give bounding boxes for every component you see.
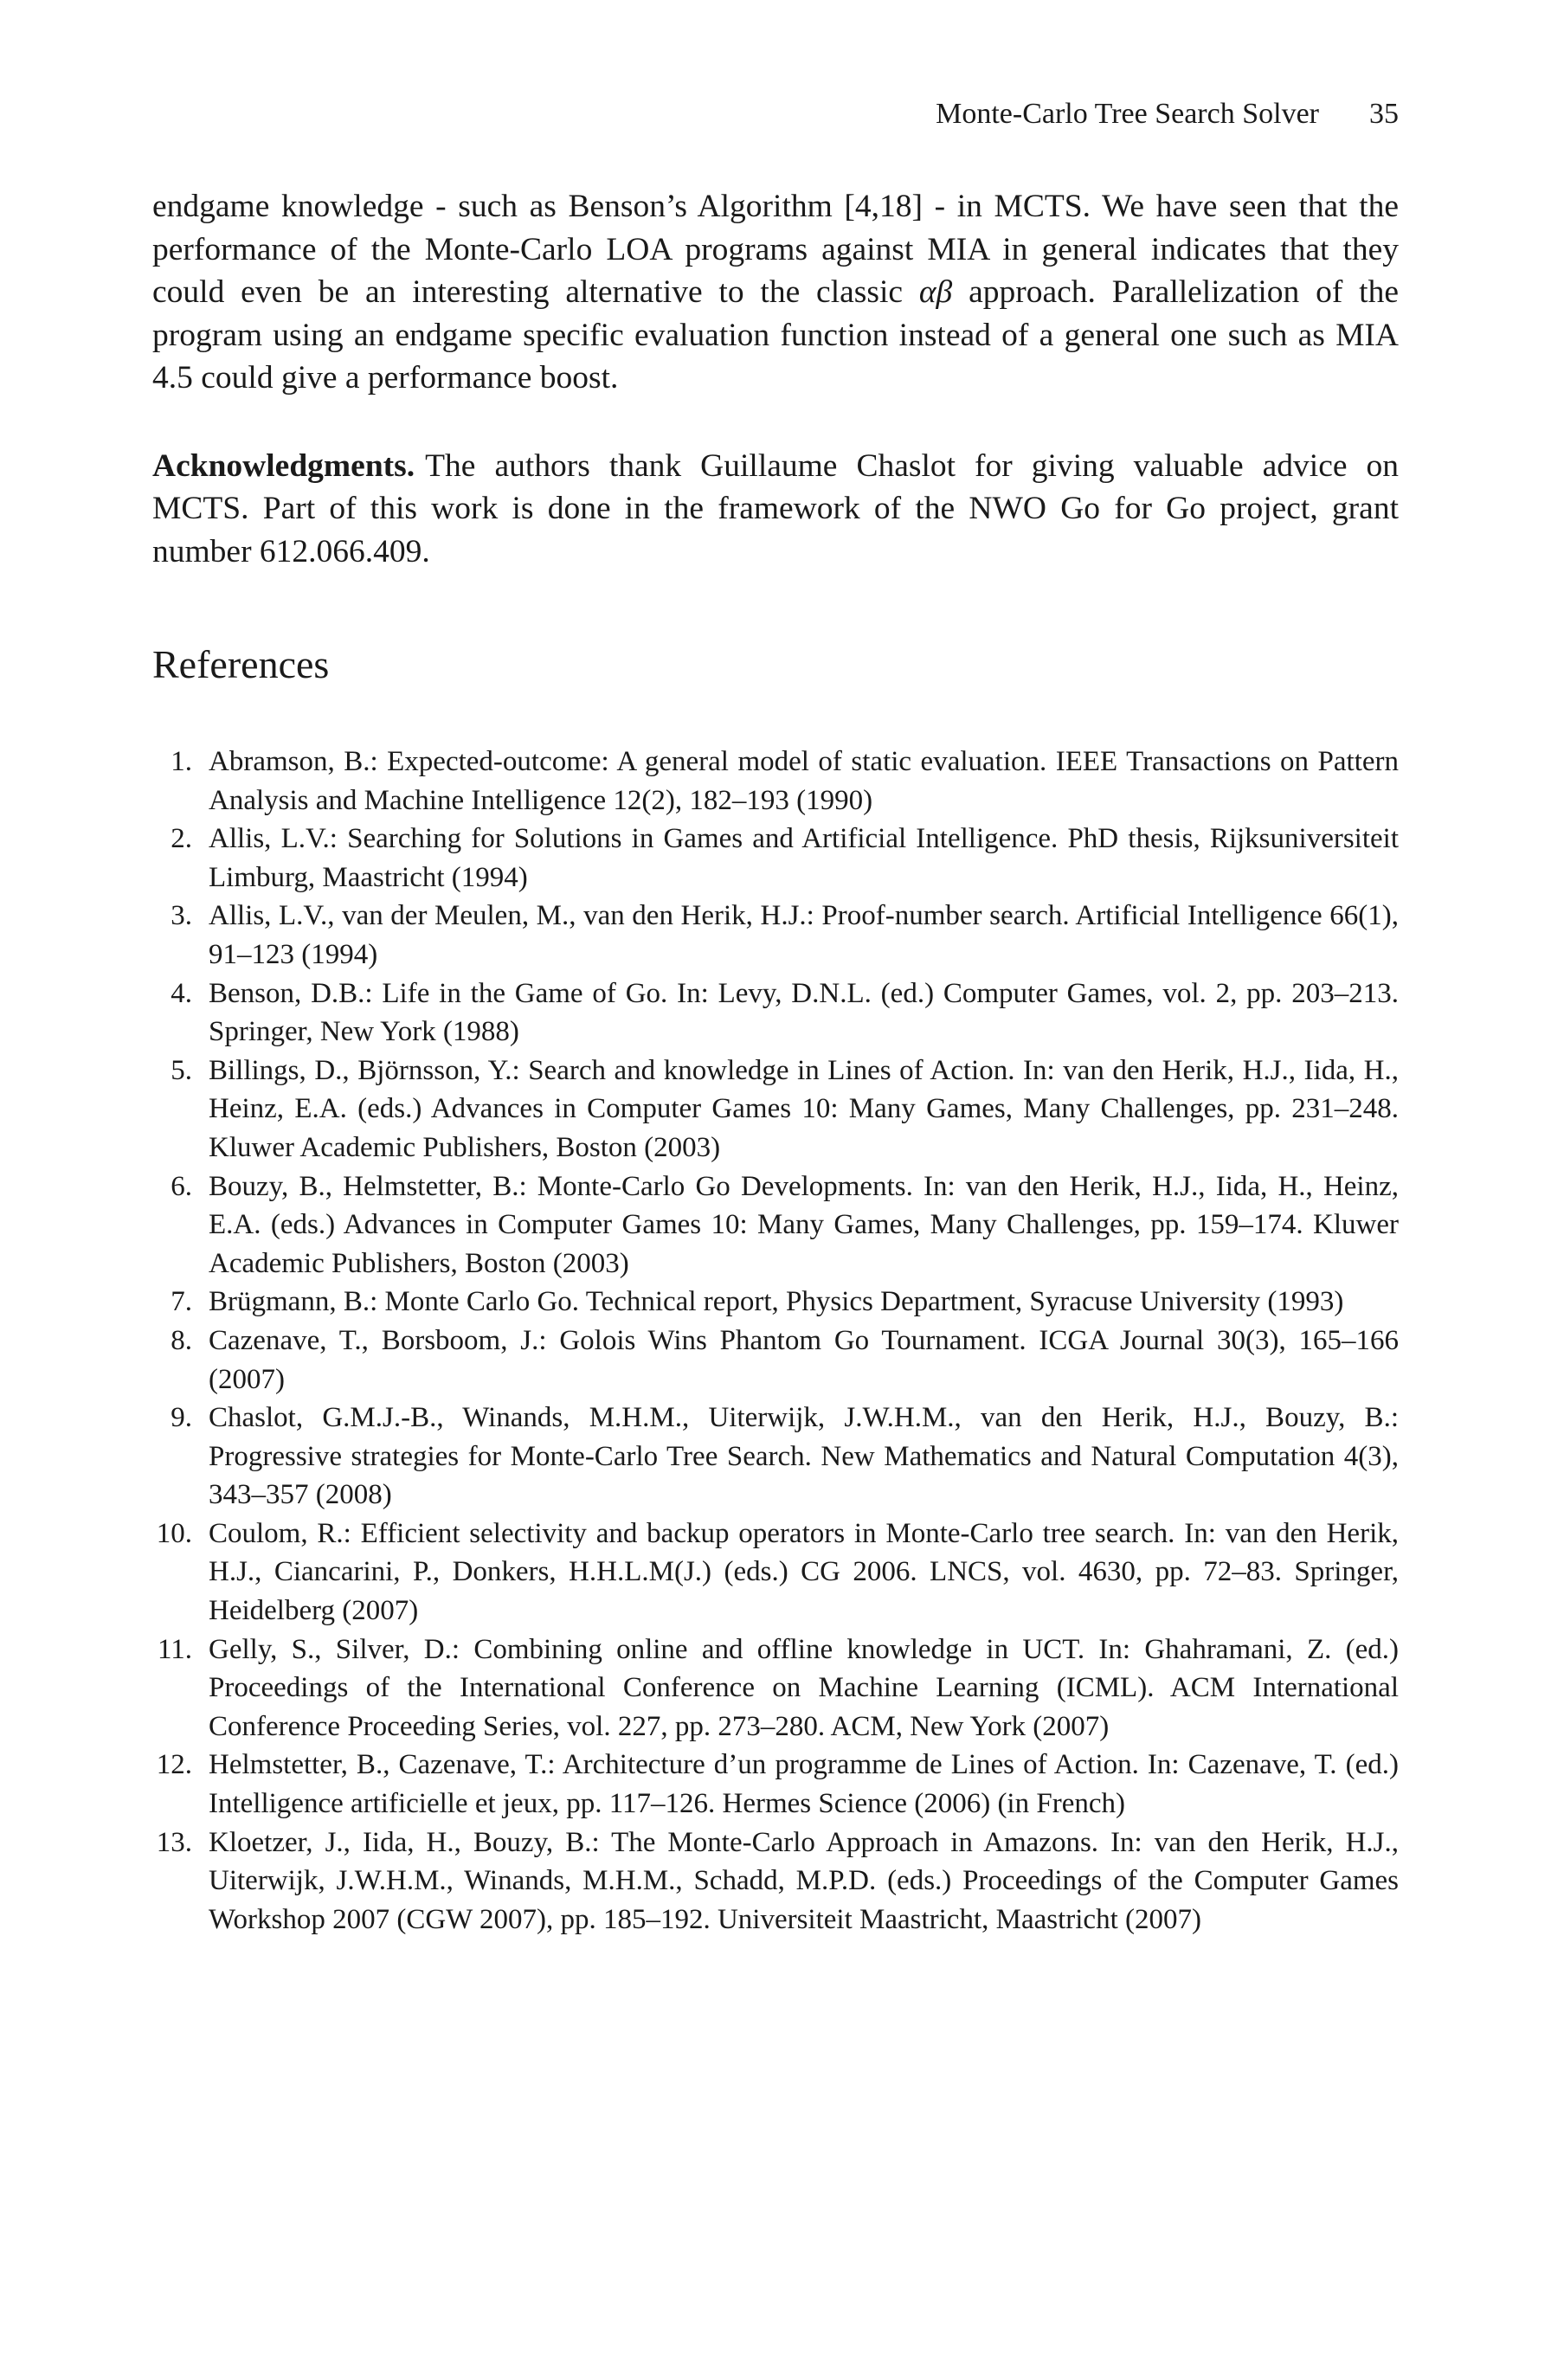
reference-number: 1. bbox=[171, 746, 192, 777]
reference-number: 13. bbox=[156, 1826, 192, 1858]
reference-text: Billings, D., Björnsson, Y.: Search and knowledge in Lines of Action. In: van den Herik, H.J., Iida, H., Heinz, E.A. (eds.) Advances in Computer Games 10: Many Games, Many Challenges, pp. 231–248. Kluwer Academic Publishers, Boston (2003) bbox=[209, 1054, 1399, 1163]
intro-text-b: approach. Parallelization of the program using an endgame specific evaluation function instead of a general one such as MIA 4.5 could give a performance boost. bbox=[152, 274, 1399, 396]
reference-text: Allis, L.V., van der Meulen, M., van den Herik, H.J.: Proof-number search. Artificial Intelligence 66(1), 91–123 (1994) bbox=[209, 900, 1399, 970]
reference-text: Benson, D.B.: Life in the Game of Go. In: Levy, D.N.L. (ed.) Computer Games, vol. 2, pp. 203–213. Springer, New York (1988) bbox=[209, 977, 1399, 1048]
reference-number: 10. bbox=[156, 1517, 192, 1549]
reference-item bbox=[152, 1824, 1399, 1939]
acknowledgments-text: The authors thank Guillaume Chaslot for giving valuable advice on MCTS. Part of this work is done in the framework of the NWO Go for Go project, grant number 612.066.409. bbox=[152, 447, 1399, 569]
reference-number: 8. bbox=[171, 1324, 192, 1356]
reference-item bbox=[152, 1631, 1399, 1746]
references-heading: References bbox=[152, 642, 330, 686]
acknowledgments-paragraph bbox=[152, 445, 1399, 574]
reference-item bbox=[152, 1515, 1399, 1631]
reference-text: Helmstetter, B., Cazenave, T.: Architecture d’un programme de Lines of Action. In: Cazenave, T. (ed.) Intelligence artificielle et jeux, pp. 117–126. Hermes Science (2006) (in French) bbox=[209, 1749, 1399, 1820]
page bbox=[152, 92, 1399, 1939]
reference-item bbox=[152, 1052, 1399, 1167]
reference-item bbox=[152, 1746, 1399, 1823]
reference-number: 6. bbox=[171, 1170, 192, 1202]
reference-number: 4. bbox=[171, 977, 192, 1009]
reference-number: 12. bbox=[156, 1749, 192, 1781]
intro-paragraph bbox=[152, 185, 1399, 400]
reference-text: Kloetzer, J., Iida, H., Bouzy, B.: The Monte-Carlo Approach in Amazons. In: van den Herik, H.J., Uiterwijk, J.W.H.M., Winands, M.H.M., Schadd, M.P.D. (eds.) Proceedings of the Computer Games Workshop 2007 (CGW 2007), pp. 185–192. Universiteit Maastricht, Maastricht (2007) bbox=[209, 1826, 1399, 1935]
reference-item bbox=[152, 1399, 1399, 1515]
reference-text: Allis, L.V.: Searching for Solutions in Games and Artificial Intelligence. PhD thesis, Rijksuniversiteit Limburg, Maastricht (1994) bbox=[209, 823, 1399, 893]
reference-number: 3. bbox=[171, 900, 192, 932]
reference-text: Cazenave, T., Borsboom, J.: Golois Wins Phantom Go Tournament. ICGA Journal 30(3), 165–166 (2007) bbox=[209, 1324, 1399, 1395]
reference-item bbox=[152, 897, 1399, 974]
reference-item bbox=[152, 1322, 1399, 1399]
reference-text: Bouzy, B., Helmstetter, B.: Monte-Carlo Go Developments. In: van den Herik, H.J., Iida, H., Heinz, E.A. (eds.) Advances in Computer Games 10: Many Games, Many Challenges, pp. 159–174. Kluwer Academic Publishers, Boston (2003) bbox=[209, 1170, 1399, 1279]
references-list bbox=[152, 743, 1399, 1939]
reference-item bbox=[152, 1167, 1399, 1283]
reference-item bbox=[152, 743, 1399, 820]
reference-number: 5. bbox=[171, 1054, 192, 1086]
reference-number: 7. bbox=[171, 1286, 192, 1318]
running-head bbox=[152, 92, 1399, 137]
reference-text: Gelly, S., Silver, D.: Combining online and offline knowledge in UCT. In: Ghahramani, Z. (ed.) Proceedings of the International Conference on Machine Learning (ICML). ACM International Conference Proceeding Series, vol. 227, pp. 273–280. ACM, New York (2007) bbox=[209, 1633, 1399, 1742]
reference-text: Abramson, B.: Expected-outcome: A general model of static evaluation. IEEE Transactions on Pattern Analysis and Machine Intelligence 12(2), 182–193 (1990) bbox=[209, 746, 1399, 816]
reference-item bbox=[152, 975, 1399, 1052]
reference-number: 11. bbox=[157, 1633, 192, 1665]
reference-text: Chaslot, G.M.J.-B., Winands, M.H.M., Uiterwijk, J.W.H.M., van den Herik, H.J., Bouzy, B.: Progressive strategies for Monte-Carlo Tree Search. New Mathematics and Natural Computation 4(3), 343–357 (2008) bbox=[209, 1402, 1399, 1511]
page-number: 35 bbox=[1369, 98, 1399, 130]
intro-text-a: endgame knowledge - such as Benson’s Algorithm [4,18] - in MCTS. We have seen that the performance of the Monte-Carlo LOA programs against MIA in general indicates that they could even be an interesting alternative to the classic bbox=[152, 189, 1399, 310]
reference-item bbox=[152, 1283, 1399, 1322]
alpha-beta-symbol: αβ bbox=[918, 274, 953, 310]
reference-text: Brügmann, B.: Monte Carlo Go. Technical report, Physics Department, Syracuse University (1993) bbox=[209, 1286, 1344, 1318]
reference-number: 9. bbox=[171, 1402, 192, 1434]
reference-text: Coulom, R.: Efficient selectivity and backup operators in Monte-Carlo tree search. In: van den Herik, H.J., Ciancarini, P., Donkers, H.H.L.M(J.) (eds.) CG 2006. LNCS, vol. 4630, pp. 72–83. Springer, Heidelberg (2007) bbox=[209, 1517, 1399, 1627]
reference-number: 2. bbox=[171, 823, 192, 855]
acknowledgments-heading: Acknowledgments. bbox=[152, 447, 415, 484]
running-title: Monte-Carlo Tree Search Solver bbox=[936, 98, 1319, 130]
reference-item bbox=[152, 820, 1399, 897]
